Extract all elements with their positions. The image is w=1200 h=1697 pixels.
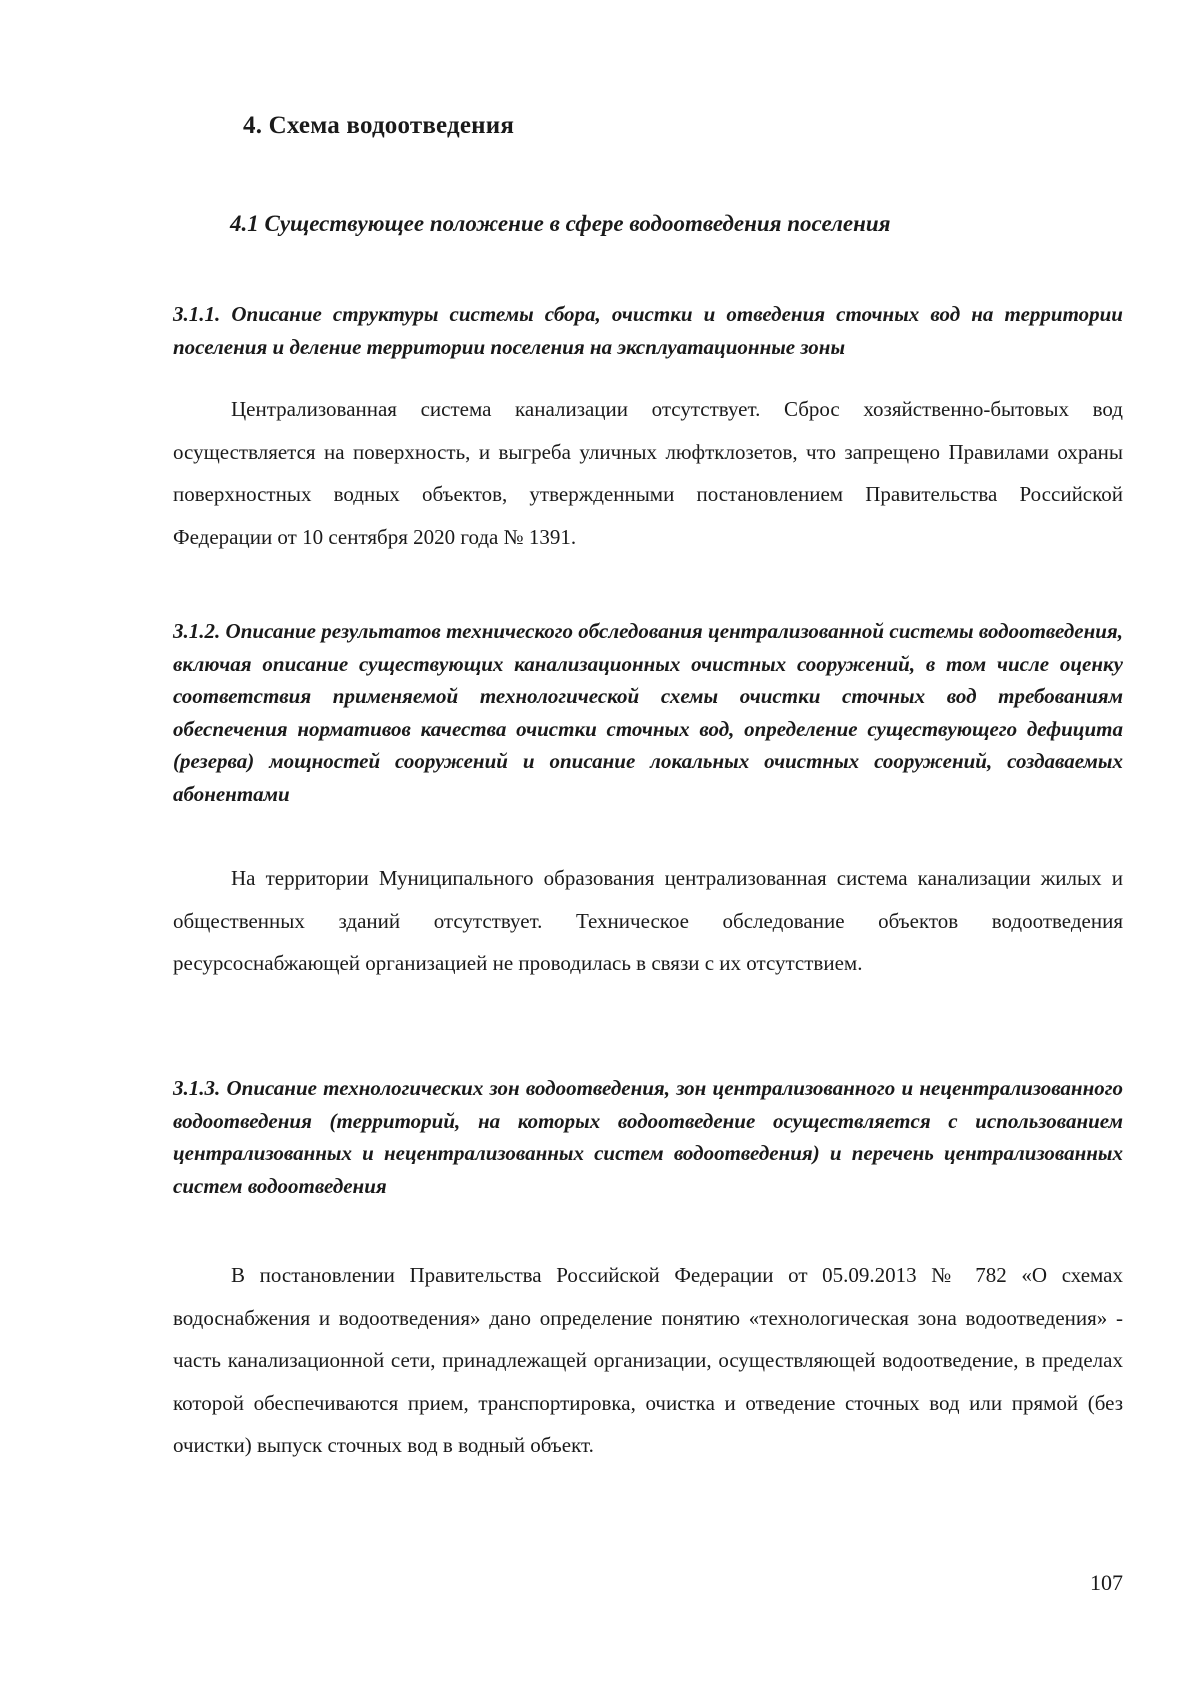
subsection-paragraph-3-1-3: В постановлении Правительства Российской Федерации от 05.09.2013 № 782 «О схемах водоснабжения и водоотведения» дано определение понятию «технологическая зона водоотведения» - часть канализационной сети, принадлежащей организации, осуществляющей водоотведение, в пределах которой обеспечиваются прием, транспортировка, очистка и отведение сточных вод или прямой (без очистки) выпуск сточных вод в водный объект.: [173, 1263, 1123, 1457]
subsection-heading-3-1-2: 3.1.2. Описание результатов технического обследования централизованной системы водоотведения, включая описание существующих канализационных очистных сооружений, в том числе оценку соответствия применяемой технологической схемы очистки сточных вод требованиям обеспечения нормативов качества очистки сточных вод, определение существующего дефицита (резерва) мощностей сооружений и описание локальных очистных сооружений, создаваемых абонентами: [173, 619, 1123, 806]
subsection-paragraph-3-1-2: На территории Муниципального образования централизованная система канализации жилых и общественных зданий отсутствует. Техническое обследование объектов водоотведения ресурсоснабжающей организацией не проводилась в связи с их отсутствием.: [173, 866, 1123, 975]
section-title: 4.1 Существующее положение в сфере водоотведения поселения: [230, 211, 891, 236]
subsection-heading-3-1-1: 3.1.1. Описание структуры системы сбора, очистки и отведения сточных вод на территории поселения и деление территории поселения на эксплуатационные зоны: [173, 302, 1123, 359]
subsection-paragraph-3-1-1: Централизованная система канализации отсутствует. Сброс хозяйственно-бытовых вод осуществляется на поверхность, и выгреба уличных люфтклозетов, что запрещено Правилами охраны поверхностных водных объектов, утвержденными постановлением Правительства Российской Федерации от 10 сентября 2020 года № 1391.: [173, 397, 1123, 549]
subsection-heading-3-1-3: 3.1.3. Описание технологических зон водоотведения, зон централизованного и нецентрализованного водоотведения (территорий, на которых водоотведение осуществляется с использованием централизованных и нецентрализованных систем водоотведения) и перечень централизованных систем водоотведения: [173, 1076, 1123, 1198]
chapter-title: 4. Схема водоотведения: [243, 112, 515, 139]
page-number: 107: [1090, 1570, 1123, 1595]
